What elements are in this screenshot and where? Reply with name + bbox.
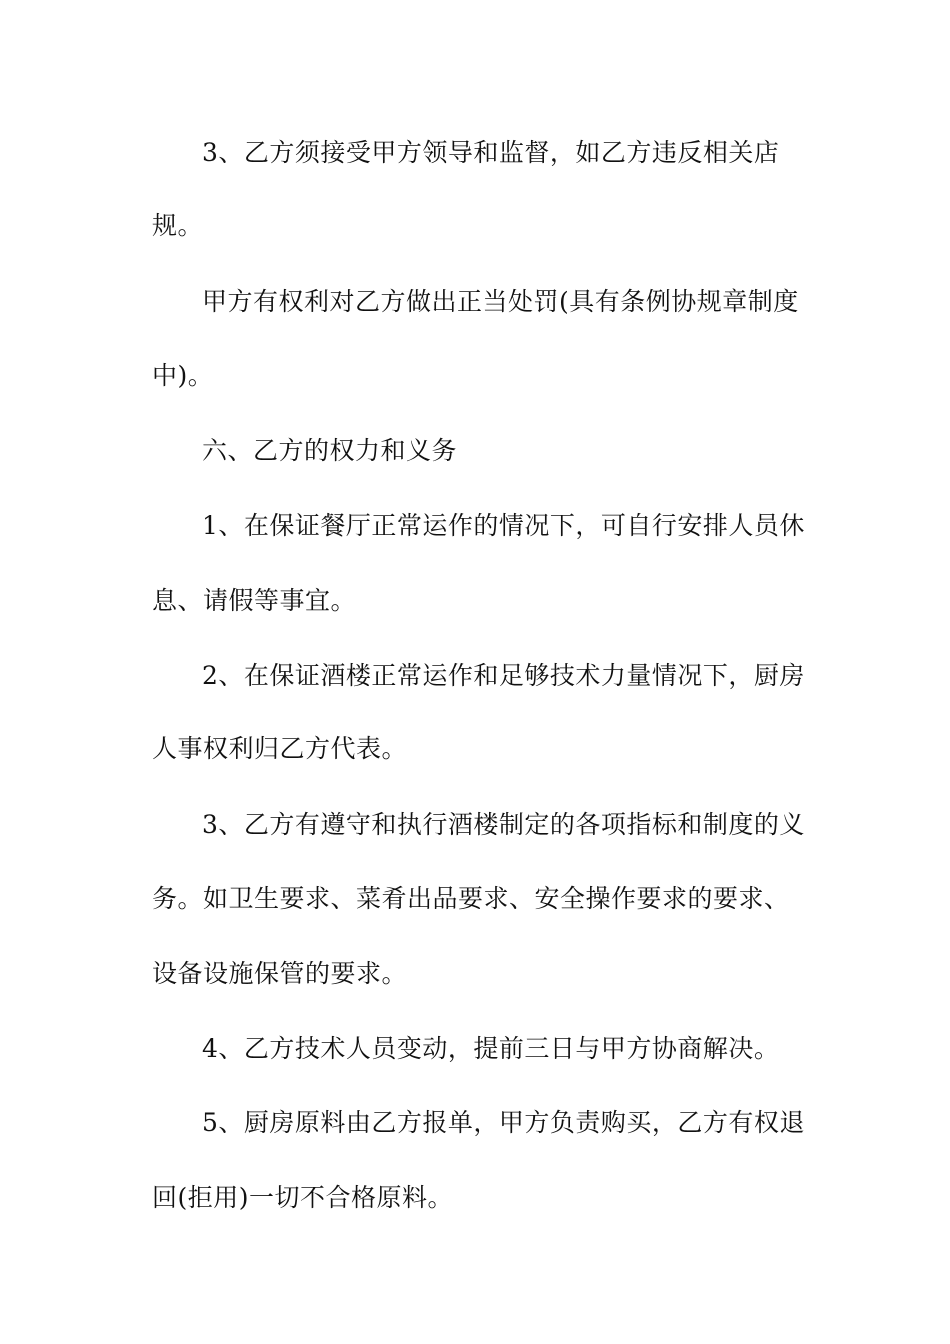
right-1-line-2: 息、请假等事宜。 (152, 586, 357, 615)
clause-3-line-1: 3、乙方须接受甲方领导和监督，如乙方违反相关店 (202, 138, 780, 167)
right-4-line-1: 4、乙方技术人员变动，提前三日与甲方协商解决。 (202, 1034, 780, 1063)
right-3-line-3: 设备设施保管的要求。 (152, 959, 408, 988)
right-2-line-2: 人事权利归乙方代表。 (152, 734, 408, 763)
clause-3-line-2: 规。 (152, 211, 204, 240)
right-5-line-1: 5、厨房原料由乙方报单，甲方负责购买，乙方有权退 (202, 1108, 805, 1137)
penalty-line-1: 甲方有权利对乙方做出正当处罚(具有条例协规章制度 (202, 287, 799, 316)
right-2-line-1: 2、在保证酒楼正常运作和足够技术力量情况下，厨房 (202, 661, 805, 690)
right-3-line-1: 3、乙方有遵守和执行酒楼制定的各项指标和制度的义 (202, 810, 805, 839)
right-1-line-1: 1、在保证餐厅正常运作的情况下，可自行安排人员休 (202, 511, 805, 540)
right-5-line-2: 回(拒用)一切不合格原料。 (152, 1183, 454, 1212)
penalty-line-2: 中)。 (152, 361, 214, 390)
section-six-heading: 六、乙方的权力和义务 (202, 436, 458, 465)
right-3-line-2: 务。如卫生要求、菜肴出品要求、安全操作要求的要求、 (152, 884, 790, 913)
